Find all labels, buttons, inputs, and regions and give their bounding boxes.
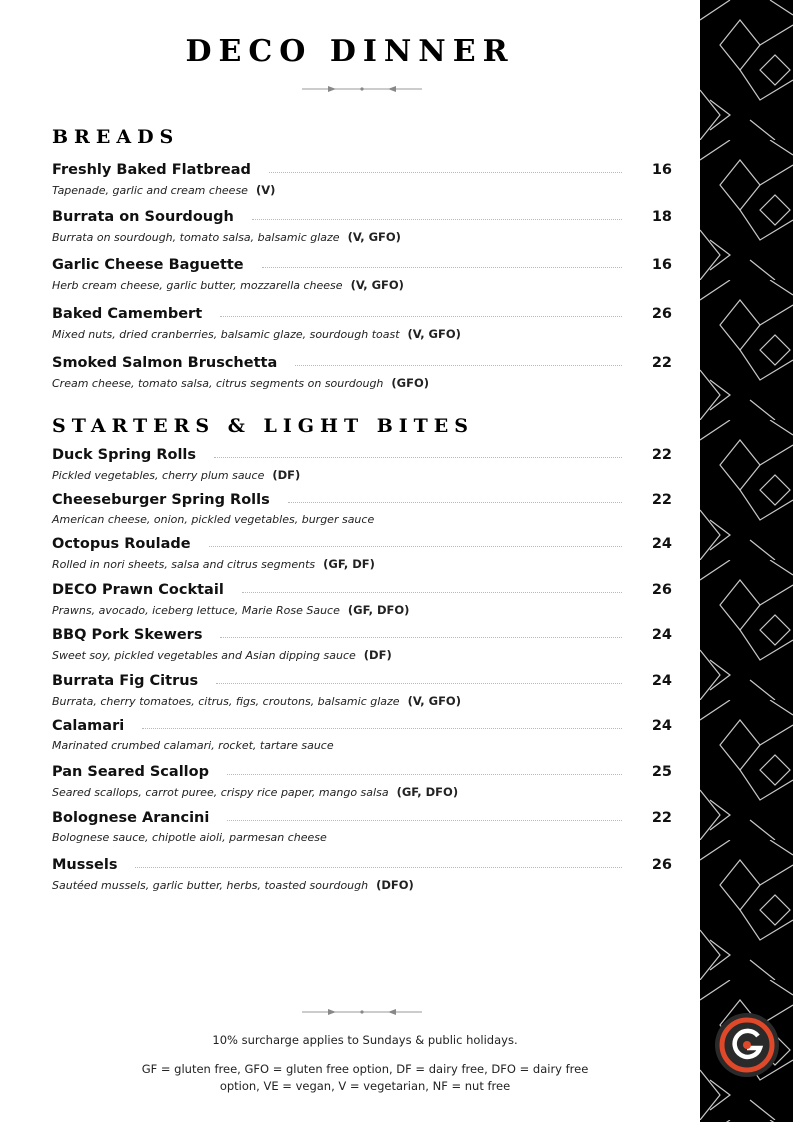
menu-item-description: Bolognese sauce, chipotle aioli, parmesan cheese xyxy=(52,831,327,844)
menu-item-price: 24 xyxy=(651,718,672,734)
menu-item-header xyxy=(52,673,672,693)
menu-item-dietary-tag: (V, GFO) xyxy=(407,694,461,708)
dotted-leader xyxy=(209,546,622,547)
menu-item-name: Garlic Cheese Baguette xyxy=(52,257,244,273)
menu-item-description: Mixed nuts, dried cranberries, balsamic glaze, sourdough toast xyxy=(52,328,400,341)
menu-item-name: Baked Camembert xyxy=(52,306,203,322)
menu-item-description: Prawns, avocado, iceberg lettuce, Marie Rose Sauce xyxy=(52,604,340,617)
menu-item-description-line xyxy=(52,831,672,844)
menu-item-description: Seared scallops, carrot puree, crispy rice paper, mango salsa xyxy=(52,786,389,799)
menu-item-name: Freshly Baked Flatbread xyxy=(52,162,251,178)
dotted-leader xyxy=(227,820,622,821)
menu-item-name: Burrata Fig Citrus xyxy=(52,673,199,689)
menu-item-dietary-tag: (GFO) xyxy=(391,376,430,390)
menu-item-name: Bolognese Arancini xyxy=(52,810,210,826)
menu-item-dietary-tag: (DF) xyxy=(272,468,301,482)
menu-item-description-line xyxy=(52,878,672,892)
menu-item-header xyxy=(52,162,672,182)
ornament-divider-icon xyxy=(302,1006,422,1018)
menu-item-dietary-tag: (V, GFO) xyxy=(347,230,401,244)
menu-item-header xyxy=(52,857,672,877)
menu-item xyxy=(52,257,672,292)
menu-item xyxy=(52,492,672,526)
menu-item-name: DECO Prawn Cocktail xyxy=(52,582,224,598)
geometric-pattern xyxy=(700,0,793,1122)
menu-item-dietary-tag: (DF) xyxy=(363,648,392,662)
menu-item xyxy=(52,162,672,197)
menu-item-price: 26 xyxy=(651,857,672,873)
menu-item-header xyxy=(52,306,672,326)
menu-item-price: 22 xyxy=(651,810,672,826)
menu-item-header xyxy=(52,627,672,647)
section-title-starters: STARTERS & LIGHT BITES xyxy=(52,415,475,437)
menu-item-dietary-tag: (V) xyxy=(255,183,276,197)
menu-item-description-line xyxy=(52,648,672,662)
menu-item-description: Sautéed mussels, garlic butter, herbs, toasted sourdough xyxy=(52,879,369,892)
menu-item-header xyxy=(52,582,672,602)
menu-item-name: Duck Spring Rolls xyxy=(52,447,197,463)
menu-item-header xyxy=(52,209,672,229)
menu-item-price: 24 xyxy=(651,536,672,552)
menu-item xyxy=(52,673,672,708)
menu-item xyxy=(52,306,672,341)
menu-item-description-line xyxy=(52,183,672,197)
dotted-leader xyxy=(269,172,622,173)
menu-item-dietary-tag: (GF, DF) xyxy=(323,557,375,571)
menu-item-dietary-tag: (V, GFO) xyxy=(407,327,461,341)
menu-item-name: Calamari xyxy=(52,718,125,734)
menu-item-dietary-tag: (DFO) xyxy=(376,878,414,892)
menu-item xyxy=(52,857,672,892)
ornament-divider-icon xyxy=(302,83,422,95)
menu-item-description-line xyxy=(52,278,672,292)
dotted-leader xyxy=(142,728,622,729)
dotted-leader xyxy=(214,457,622,458)
menu-item-price: 22 xyxy=(651,447,672,463)
menu-item-header xyxy=(52,536,672,556)
menu-item-description-line xyxy=(52,327,672,341)
menu-item xyxy=(52,447,672,482)
menu-item-description-line xyxy=(52,376,672,390)
menu-item-name: Octopus Roulade xyxy=(52,536,191,552)
dotted-leader xyxy=(288,502,622,503)
dotted-leader xyxy=(227,774,622,775)
menu-item-dietary-tag: (V, GFO) xyxy=(350,278,404,292)
menu-item-description-line xyxy=(52,513,672,526)
menu-item-price: 26 xyxy=(651,306,672,322)
menu-item-description-line xyxy=(52,694,672,708)
menu-item-price: 24 xyxy=(651,673,672,689)
surcharge-note: 10% surcharge applies to Sundays & public holidays. xyxy=(212,1033,518,1047)
menu-item-header xyxy=(52,764,672,784)
menu-item xyxy=(52,810,672,844)
menu-item-price: 22 xyxy=(651,492,672,508)
menu-item-header xyxy=(52,492,672,512)
menu-item-name: Mussels xyxy=(52,857,118,873)
menu-item-dietary-tag: (GF, DFO) xyxy=(347,603,410,617)
menu-item-description: Herb cream cheese, garlic butter, mozzarella cheese xyxy=(52,279,343,292)
menu-item-price: 26 xyxy=(651,582,672,598)
menu-item xyxy=(52,718,672,752)
menu-item-description: Sweet soy, pickled vegetables and Asian dipping sauce xyxy=(52,649,356,662)
dotted-leader xyxy=(252,219,622,220)
menu-item-description: Burrata, cherry tomatoes, citrus, figs, croutons, balsamic glaze xyxy=(52,695,400,708)
menu-item-header xyxy=(52,447,672,467)
menu-item-description: Pickled vegetables, cherry plum sauce xyxy=(52,469,265,482)
menu-item-header xyxy=(52,810,672,830)
menu-item xyxy=(52,582,672,617)
dotted-leader xyxy=(220,316,622,317)
dotted-leader xyxy=(220,637,622,638)
menu-item-description: Cream cheese, tomato salsa, citrus segments on sourdough xyxy=(52,377,384,390)
menu-item xyxy=(52,536,672,571)
menu-item-dietary-tag: (GF, DFO) xyxy=(396,785,459,799)
menu-item-description: Marinated crumbed calamari, rocket, tartare sauce xyxy=(52,739,334,752)
menu-item-description: American cheese, onion, pickled vegetables, burger sauce xyxy=(52,513,375,526)
menu-item-name: Smoked Salmon Bruschetta xyxy=(52,355,278,371)
menu-item-description-line xyxy=(52,603,672,617)
menu-item-price: 24 xyxy=(651,627,672,643)
menu-item-name: Pan Seared Scallop xyxy=(52,764,209,780)
menu-item-name: Burrata on Sourdough xyxy=(52,209,234,225)
menu-item-description: Burrata on sourdough, tomato salsa, balsamic glaze xyxy=(52,231,340,244)
menu-item-name: Cheeseburger Spring Rolls xyxy=(52,492,270,508)
menu-item-description: Tapenade, garlic and cream cheese xyxy=(52,184,248,197)
menu-title: DECO DINNER xyxy=(185,34,515,69)
menu-item-description-line xyxy=(52,230,672,244)
menu-item-description-line xyxy=(52,739,672,752)
menu-item-description-line xyxy=(52,468,672,482)
decorative-sidebar xyxy=(700,0,793,1122)
section-title-breads: BREADS xyxy=(52,126,180,148)
menu-item-header xyxy=(52,718,672,738)
menu-item-name: BBQ Pork Skewers xyxy=(52,627,203,643)
menu-item xyxy=(52,209,672,244)
menu-item-header xyxy=(52,355,672,375)
menu-item-description-line xyxy=(52,557,672,571)
menu-item-header xyxy=(52,257,672,277)
brand-logo-icon xyxy=(714,1012,780,1078)
menu-item-price: 16 xyxy=(651,162,672,178)
menu-item xyxy=(52,627,672,662)
menu-item-price: 22 xyxy=(651,355,672,371)
dotted-leader xyxy=(216,683,622,684)
menu-item-price: 16 xyxy=(651,257,672,273)
dotted-leader xyxy=(242,592,622,593)
dotted-leader xyxy=(295,365,622,366)
menu-item-description: Rolled in nori sheets, salsa and citrus segments xyxy=(52,558,316,571)
menu-item-price: 18 xyxy=(651,209,672,225)
dotted-leader xyxy=(135,867,622,868)
dotted-leader xyxy=(262,267,622,268)
menu-item xyxy=(52,764,672,799)
dietary-legend: GF = gluten free, GFO = gluten free option, DF = dairy free, DFO = dairy free option, VE = vegan, V = vegetarian, NF = nut free xyxy=(141,1062,589,1093)
menu-item xyxy=(52,355,672,390)
menu-item-description-line xyxy=(52,785,672,799)
menu-item-price: 25 xyxy=(651,764,672,780)
